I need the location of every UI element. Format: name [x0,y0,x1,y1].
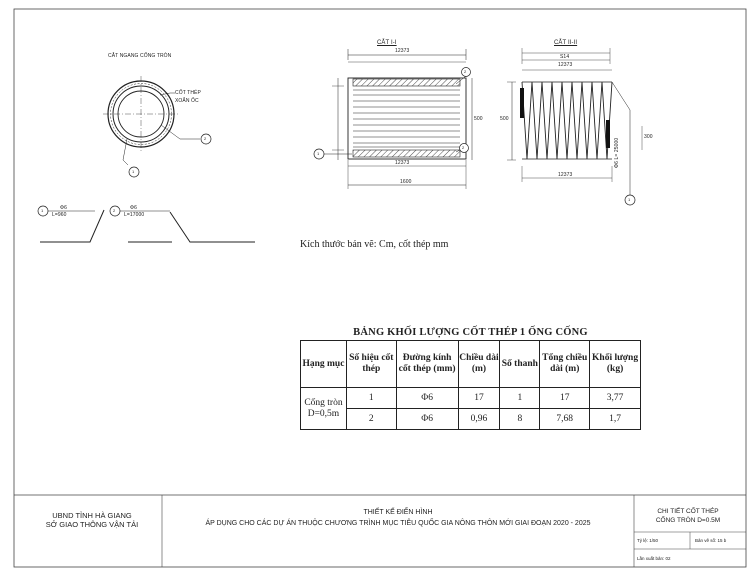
bar-1-diameter: Φ6 [60,205,67,211]
header-diameter: Đường kính cốt thép (mm) [396,341,458,388]
section-2-dim-side: 300 [644,134,653,140]
cell-bar-no: 1 [346,388,396,409]
section-2-dim-height: 500 [500,116,509,122]
cell-count: 1 [500,388,540,409]
table-row [301,388,641,409]
marker-2-b: 2 [464,69,467,74]
cell-weight: 3,77 [590,388,641,409]
sheet-number: Bản vẽ số: 15 b [695,538,727,543]
section-1-title: CẮT I-I [377,40,397,46]
section-1-dim-top: 12373 [395,48,410,54]
marker-2-d: 2 [113,208,116,213]
section-2-dim-top: 12373 [558,62,573,68]
header-bar-no: Số hiệu cốt thép [346,341,396,388]
bar-1-length: L=960 [52,212,67,218]
marker-1-c: 1 [628,197,631,202]
header-count: Số thanh [500,341,540,388]
organization-line-1: UBND TỈNH HÀ GIANG [52,511,132,520]
sheet-title-block [633,507,743,525]
cell-weight: 1,7 [590,409,641,430]
table-title: BẢNG KHỐI LƯỢNG CỐT THÉP 1 ỐNG CỐNG [353,327,588,338]
cell-total-length: 17 [540,388,590,409]
section-2-dim-bottom: 12373 [558,172,573,178]
cell-total-length: 7,68 [540,409,590,430]
sheet-title-line-1: CHI TIẾT CỐT THÉP [657,508,719,515]
cell-count: 8 [500,409,540,430]
sheet-title-line-2: CỐNG TRÒN D=0.5M [655,517,721,524]
section-2-pitch: S14 [560,54,570,60]
section-1-dim-height: 500 [474,116,483,122]
table-header-row [301,341,641,388]
revision-label: Lần xuất bản: 02 [637,556,671,561]
project-line-1: THIẾT KẾ ĐIỂN HÌNH [363,509,433,516]
section-2-title: CẮT II-II [554,40,578,46]
section-1-view [314,49,472,189]
marker-1-d: 1 [41,208,44,213]
marker-1-a: 1 [132,169,135,174]
cell-length: 17 [458,388,500,409]
round-section-title: CẮT NGANG CỐNG TRÒN [108,53,172,59]
scale-label: Tỷ lệ: 1/50 [637,538,659,543]
project-line-2: ÁP DỤNG CHO CÁC DỰ ÁN THUỘC CHƯƠNG TRÌNH MỤC TIÊU QUỐC GIA NÔNG THÔN MỚI GIAI ĐOẠN 2020 - 2025 [205,520,591,527]
section-1-dim-bottom: 12373 [395,160,410,166]
bar-shape-1 [38,206,104,242]
bar-2-diameter: Φ6 [130,205,137,211]
units-note: Kích thước bản vẽ: Cm, cốt thép mm [300,239,449,250]
header-weight: Khối lượng (kg) [590,341,641,388]
section-2-view [507,48,642,205]
marker-1-b: 1 [317,151,320,156]
header-length: Chiều dài (m) [458,341,500,388]
cell-length: 0,96 [458,409,500,430]
project-block [162,507,634,529]
organization-line-2: SỞ GIAO THÔNG VẬN TẢI [45,520,139,529]
marker-2-c: 2 [462,145,465,150]
table-row [301,409,641,430]
section-2-spiral-length: Φ6 L= 25000 [614,137,620,168]
cell-diameter: Φ6 [396,409,458,430]
header-total-length: Tổng chiều dài (m) [540,341,590,388]
cell-diameter: Φ6 [396,388,458,409]
rebar-callout: CỐT THÉP [175,90,201,96]
marker-2-a: 2 [204,136,207,141]
bar-2-length: L=17000 [124,212,145,218]
rebar-quantity-table [300,340,641,430]
sheet-border [14,9,746,567]
cell-bar-no: 2 [346,409,396,430]
spiral-callout: XOẮN ỐC [175,98,199,104]
header-item: Hạng mục [301,341,347,388]
group-cell: Cống tròn D=0,5m [301,388,347,430]
organization-block [22,511,162,529]
section-1-dim-overall: 1600 [400,179,412,185]
